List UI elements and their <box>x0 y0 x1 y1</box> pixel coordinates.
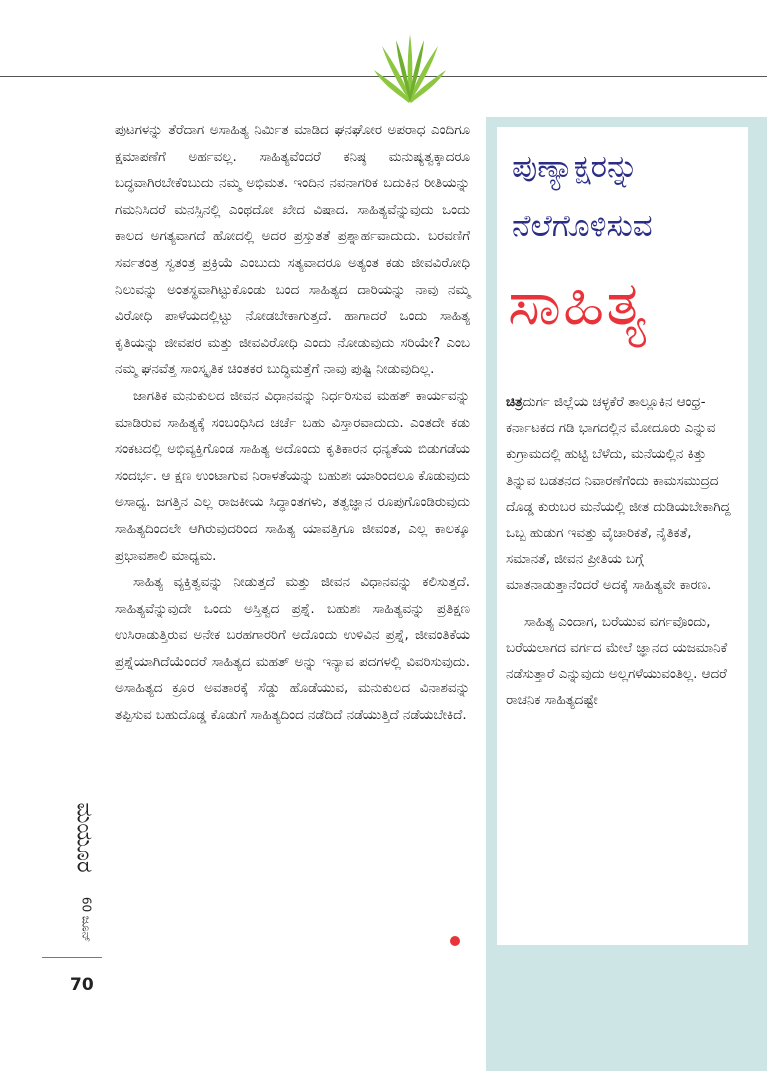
sidebar-lead-word: ಚಿತ್ರ <box>506 395 523 410</box>
body-paragraph-3: ಸಾಹಿತ್ಯ ವ್ಯಕ್ತಿತ್ವವನ್ನು ನೀಡುತ್ತದೆ ಮತ್ತು ಜೀವನ ವಿಧಾನವನ್ನು ಕಲಿಸುತ್ತದೆ. ಸಾಹಿತ್ಯವೆನ್ನುವುದೇ ಒಂದು ಅಸ್ತಿತ್ವದ ಪ್ರಶ್ನೆ. ಬಹುಶಃ ಸಾಹಿತ್ಯವನ್ನು ಪ್ರತಿಕ್ಷಣ ಉಸಿರಾಡುತ್ತಿರುವ ಅನೇಕ ಬರಹಗಾರರಿಗೆ ಅದೊಂದು ಉಳಿವಿನ ಪ್ರಶ್ನೆ, ಜೀವಂತಿಕೆಯ ಪ್ರಶ್ನೆಯಾಗಿದೆಯೆಂದರೆ ಸಾಹಿತ್ಯದ ಮಹತ್ ಅನ್ನು ಇನ್ಯಾವ ಪದಗಳಲ್ಲಿ ವಿವರಿಸುವುದು. ಅಸಾಹಿತ್ಯದ ಕ್ರೂರ ಅವತಾರಕ್ಕೆ ಸೆಡ್ಡು ಹೊಡೆಯುವ, ಮನುಕುಲದ ವಿನಾಶವನ್ನು ತಪ್ಪಿಸುವ ಬಹುದೊಡ್ಡ ಕೊಡುಗೆ ಸಾಹಿತ್ಯದಿಂದ ನಡೆದಿದೆ ನಡೆಯುತ್ತಿದೆ ನಡೆಯಬೇಕಿದೆ. <box>115 575 470 724</box>
sidebar-article <box>506 390 738 724</box>
heading-line-1: ಪುಣ್ಯಾಕ್ಷರನ್ನು <box>512 149 639 185</box>
sidebar-paragraph-2: ಸಾಹಿತ್ಯ ಎಂದಾಗ, ಬರೆಯುವ ವರ್ಗವೊಂದು, ಬರೆಯಲಾಗದ ವರ್ಗದ ಮೇಲೆ ಜ್ಞಾನದ ಯಜಮಾನಿಕೆ ನಡೆಸುತ್ತಾರೆ ಎನ್ನುವುದು ಅಲ್ಲಗಳೆಯುವಂತಿಲ್ಲ. ಆದರೆ ರಾಚನಿಕ ಸಾಹಿತ್ಯದಷ್ಟೇ <box>506 614 728 709</box>
sidebar-paragraph-1 <box>506 390 738 600</box>
heading-line-2: ನೆಲೆಗೊಳಿಸುವ <box>512 208 653 244</box>
leaf-ornament-icon <box>370 26 450 106</box>
body-paragraph-2: ಜಾಗತಿಕ ಮನುಕುಲದ ಜೀವನ ವಿಧಾನವನ್ನು ನಿರ್ಧರಿಸುವ ಮಹತ್ ಕಾರ್ಯವನ್ನು ಮಾಡಿರುವ ಸಾಹಿತ್ಯಕ್ಕೆ ಸಂಬಂಧಿಸಿದ ಚರ್ಚೆ ಬಹು ವಿಸ್ತಾರವಾದುದು. ಎಂತದೇ ಕಡು ಸಂಕಟದಲ್ಲಿ ಅಭಿವ್ಯಕ್ತಿಗೊಂಡ ಸಾಹಿತ್ಯ ಅದೊಂದು ಕೃತಿಕಾರನ ಧನ್ಯತೆಯ ಬಿಡುಗಡೆಯ ಸಂದರ್ಭ. ಆ ಕ್ಷಣ ಉಂಟಾಗುವ ನಿರಾಳತೆಯನ್ನು ಬಹುಶಃ ಯಾರಿಂದಲೂ ಕೊಡುವುದು ಅಸಾಧ್ಯ. ಜಗತ್ತಿನ ಎಲ್ಲ ರಾಜಕೀಯ ಸಿದ್ಧಾಂತಗಳು, ತತ್ವಜ್ಞಾನ ರೂಪುಗೊಂಡಿರುವುದು ಸಾಹಿತ್ಯದಿಂದಲೇ ಆಗಿರುವುದರಿಂದ ಸಾಹಿತ್ಯ ಯಾವತ್ತಿಗೂ ಜೀವಂತ, ಎಲ್ಲ ಕಾಲಕ್ಕೂ ಪ್ರಭಾವಶಾಲಿ ಮಾಧ್ಯಮ. <box>115 388 470 564</box>
magazine-title: ಮಯೂರ <box>71 802 97 873</box>
body-paragraph-1: ಪುಟಗಳನ್ನು ತೆರೆದಾಗ ಅಸಾಹಿತ್ಯ ನಿರ್ಮಿತ ಮಾಡಿದ ಘನಘೋರ ಅಪರಾಧ ಎಂದಿಗೂ ಕ್ಷಮಾಪಣೆಗೆ ಅರ್ಹವಲ್ಲ. ಸಾಹಿತ್ಯವೆಂದರೆ ಕನಿಷ್ಠ ಮನುಷ್ಯತ್ವಕ್ಕಾದರೂ ಬದ್ಧವಾಗಿರಬೇಕೆಂಬುದು ನಮ್ಮ ಅಭಿಮತ. ಇಂದಿನ ನವನಾಗರಿಕ ಬದುಕಿನ ರೀತಿಯನ್ನು ಗಮನಿಸಿದರೆ ಮನಸ್ಸಿನಲ್ಲಿ ಎಂಥದೋ ಖೇದ ವಿಷಾದ. ಸಾಹಿತ್ಯವೆನ್ನುವುದು ಒಂದು ಕಾಲದ ಅಗತ್ಯವಾಗದೆ ಹೋದಲ್ಲಿ ಅದರ ಪ್ರಸ್ತುತತೆ ಪ್ರಶ್ನಾರ್ಹವಾದುದು. ಬರವಣಿಗೆ ಸರ್ವತಂತ್ರ ಸ್ವತಂತ್ರ ಪ್ರಕ್ರಿಯೆ ಎಂಬುದು ಸತ್ಯವಾದರೂ ಅತ್ಯಂತ ಕಡು ಜೀವವಿರೋಧಿ ನಿಲುವನ್ನು ಅಂತಸ್ಥವಾಗಿಟ್ಟುಕೊಂಡು ಬಂದ ಸಾಹಿತ್ಯದ ದಾರಿಯನ್ನು ನಾವು ನಮ್ಮ ವಿರೋಧಿ ಪಾಳೆಯದಲ್ಲಿಟ್ಟು ನೋಡಬೇಕಾಗುತ್ತದೆ. ಹಾಗಾದರೆ ಒಂದು ಸಾಹಿತ್ಯ ಕೃತಿಯನ್ನು ಜೀವಪರ ಮತ್ತು ಜೀವವಿರೋಧಿ ಎಂದು ನೋಡುವುದು ಸರಿಯೇ? ಎಂಬ ನಮ್ಮ ಘನವೆತ್ತ ಸಾಂಸ್ಕೃತಿಕ ಚಿಂತಕರ ಬುದ್ಧಿಮತ್ತೆಗೆ ನಾವು ಪುಷ್ಟಿ ನೀಡುವುದಿಲ್ಲ. <box>115 123 470 378</box>
main-article <box>115 118 470 730</box>
footer-rule <box>42 957 102 958</box>
issue-label: 60 ಜೂನ್ <box>79 896 94 943</box>
sidebar-paragraph-1-text: ದುರ್ಗ ಜಿಲ್ಲೆಯ ಚಳ್ಳಕೆರೆ ತಾಲ್ಲೂಕಿನ ಆಂಧ್ರ-ಕರ್ನಾಟಕದ ಗಡಿ ಭಾಗದಲ್ಲಿನ ಮೋದೂರು ಎನ್ನುವ ಕುಗ್ರಾಮದಲ್ಲಿ ಹುಟ್ಟಿ ಬೆಳೆದು, ಮನೆಯಲ್ಲಿನ ಕಿತ್ತು ತಿನ್ನುವ ಬಡತನದ ನಿವಾರಣೆಗೆಂದು ಕಾಮಸಮುದ್ರದ ದೊಡ್ಡ ಕುರುಬರ ಮನೆಯಲ್ಲಿ ಜೀತ ದುಡಿಯಬೇಕಾಗಿದ್ದ ಒಬ್ಬ ಹುಡುಗ ಇವತ್ತು ವೈಚಾರಿಕತೆ, ನೈತಿಕತೆ, ಸಮಾನತೆ, ಜೀವನ ಪ್ರೀತಿಯ ಬಗ್ಗೆ ಮಾತನಾಡುತ್ತಾನೆಂದರೆ ಅದಕ್ಕೆ ಸಾಹಿತ್ಯವೇ ಕಾರಣ. <box>506 395 731 594</box>
end-of-article-dot <box>450 936 460 946</box>
heading-title: ಸಾಹಿತ್ಯ <box>508 269 649 339</box>
page-number: 70 <box>70 975 94 995</box>
